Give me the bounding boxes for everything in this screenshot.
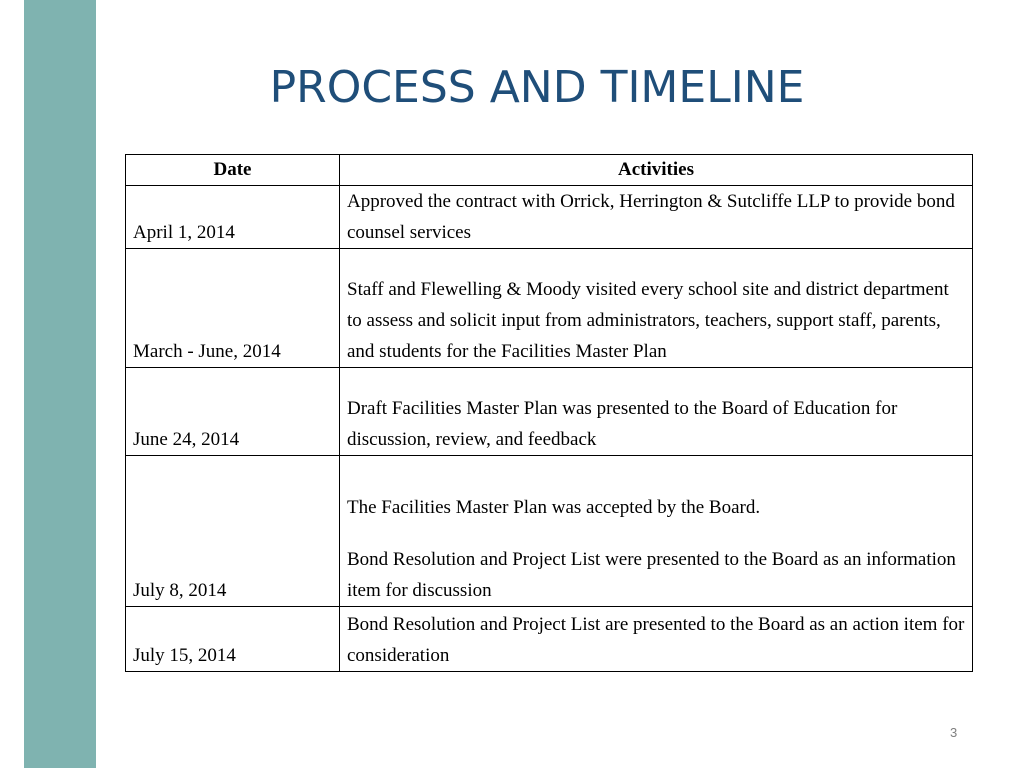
activity-text: Approved the contract with Orrick, Herrington & Sutcliffe LLP to provide bond counsel services xyxy=(347,191,955,243)
row-activity xyxy=(340,607,973,672)
side-accent-bar xyxy=(24,0,96,768)
table-row xyxy=(126,186,973,249)
row-activity xyxy=(340,456,973,607)
table-row xyxy=(126,249,973,368)
activity-text: Staff and Flewelling & Moody visited every school site and district department to assess and solicit input from administrators, teachers, support staff, parents, and students for the Facilities Master Plan xyxy=(347,279,949,362)
table-row xyxy=(126,368,973,456)
activity-text: Bond Resolution and Project List are presented to the Board as an action item for consideration xyxy=(347,614,965,666)
row-date: July 8, 2014 xyxy=(126,456,340,607)
row-activity xyxy=(340,249,973,368)
table-row xyxy=(126,607,973,672)
table-row xyxy=(126,456,973,607)
row-date: June 24, 2014 xyxy=(126,368,340,456)
timeline-table xyxy=(125,154,973,672)
header-date: Date xyxy=(126,155,340,186)
row-date: March - June, 2014 xyxy=(126,249,340,368)
activity-text: The Facilities Master Plan was accepted by the Board. xyxy=(347,497,761,518)
table-header-row xyxy=(126,155,973,186)
row-activity xyxy=(340,186,973,249)
row-date: July 15, 2014 xyxy=(126,607,340,672)
activity-text: Draft Facilities Master Plan was presented to the Board of Education for discussion, review, and feedback xyxy=(347,398,898,450)
page-number: 3 xyxy=(950,725,958,740)
header-activities: Activities xyxy=(340,155,973,186)
slide-title: PROCESS AND TIMELINE xyxy=(269,62,805,113)
activity-text: Bond Resolution and Project List were presented to the Board as an information item for discussion xyxy=(347,549,956,601)
row-date: April 1, 2014 xyxy=(126,186,340,249)
paragraph-gap xyxy=(347,523,965,544)
row-activity xyxy=(340,368,973,456)
